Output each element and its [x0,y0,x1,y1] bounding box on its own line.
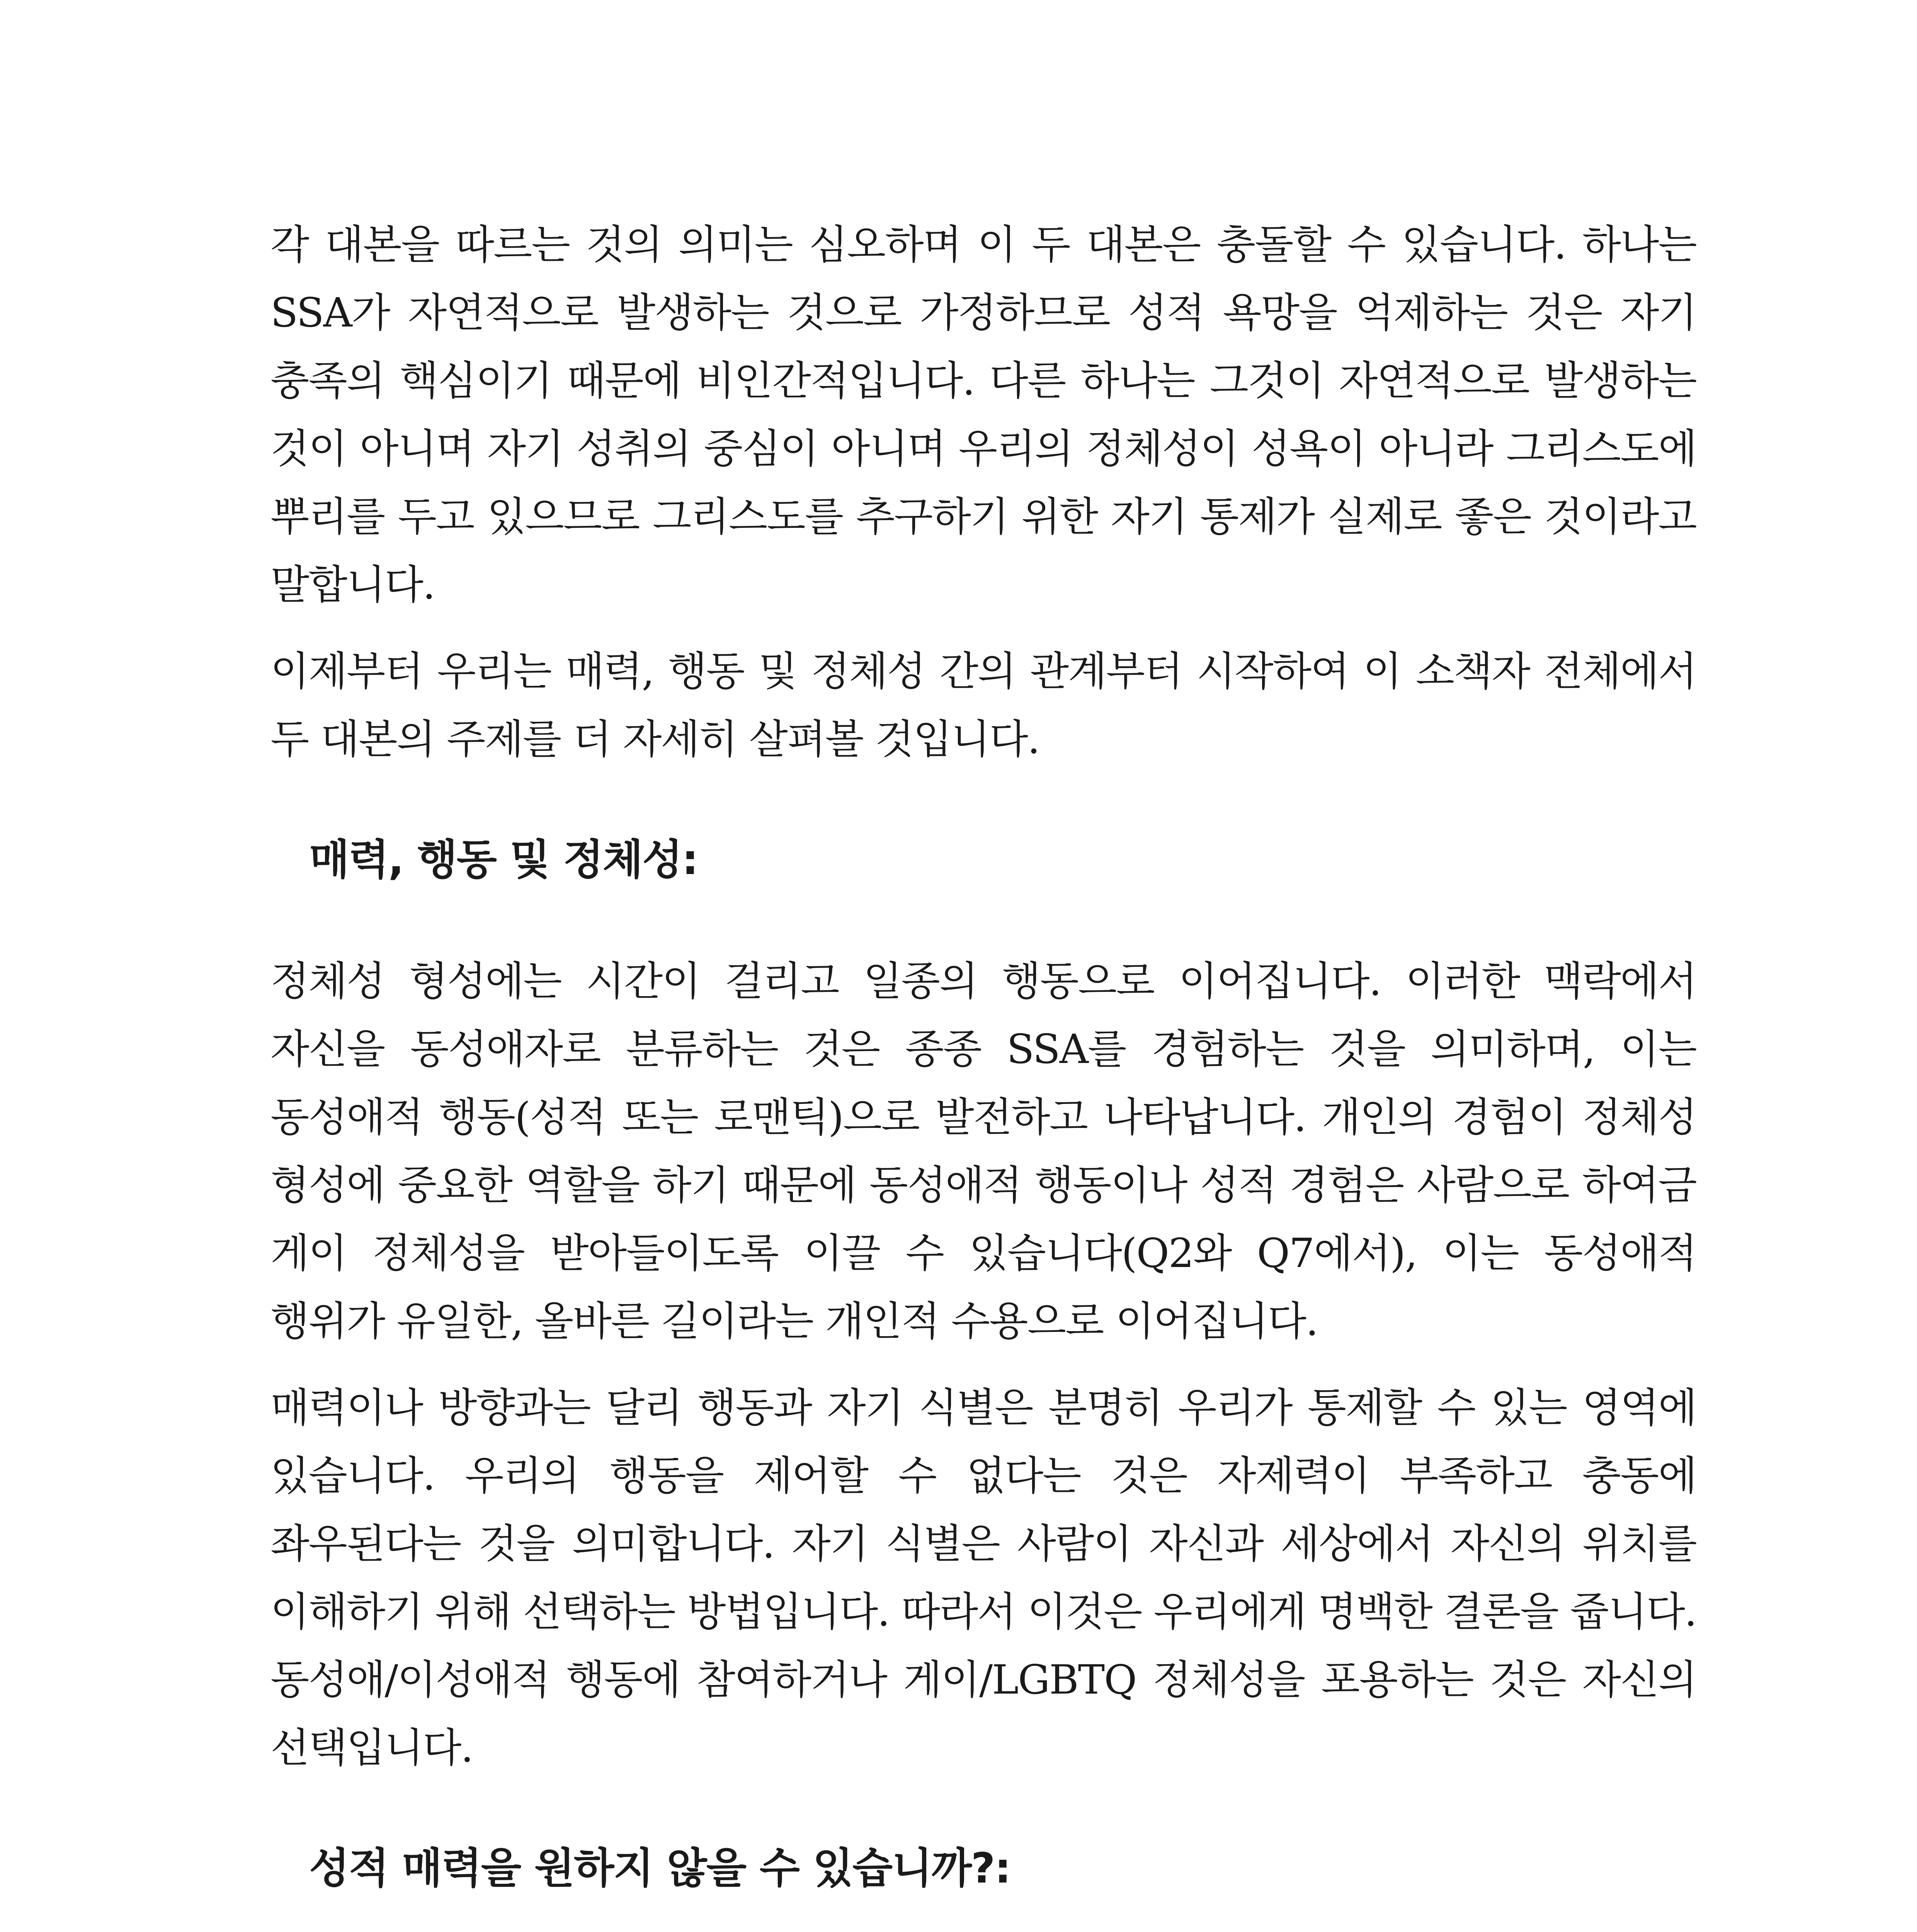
paragraph-booklet-overview: 이제부터 우리는 매력, 행동 및 정체성 간의 관계부터 시작하여 이 소책자 전체에서 두 대본의 주제를 더 자세히 살펴볼 것입니다. [270,648,1696,763]
paragraph-scripts-conflict: 각 대본을 따르는 것의 의미는 심오하며 이 두 대본은 충돌할 수 있습니다. 하나는 SSA가 자연적으로 발생하는 것으로 가정하므로 성적 욕망을 억제하는 것은 자기 충족의 핵심이기 때문에 비인간적입니다. 다른 하나는 그것이 자연적으로 발생하는 것이 아니며 자기 성취의 중심이 아니며 우리의 정체성이 성욕이 아니라 그리스도에 뿌리를 두고 있으므로 그리스도를 추구하기 위한 자기 통제가 실제로 좋은 것이라고 말합니다. [270,221,1696,608]
section-heading-unwanted-attraction: 성적 매력을 원하지 않을 수 있습니까?: [309,1844,1010,1893]
paragraph-behavior-self-identification: 매력이나 방향과는 달리 행동과 자기 식별은 분명히 우리가 통제할 수 있는 영역에 있습니다. 우리의 행동을 제어할 수 없다는 것은 자제력이 부족하고 충동에 좌우된다는 것을 의미합니다. 자기 식별은 사람이 자신과 세상에서 자신의 위치를 이해하기 위해 선택하는 방법입니다. 따라서 이것은 우리에게 명백한 결론을 줍니다. 동성애/이성애적 행동에 참여하거나 게이/LGBTQ 정체성을 포용하는 것은 자신의 선택입니다. [270,1384,1696,1771]
paragraph-identity-formation: 정체성 형성에는 시간이 걸리고 일종의 행동으로 이어집니다. 이러한 맥락에서 자신을 동성애자로 분류하는 것은 종종 SSA를 경험하는 것을 의미하며, 이는 동성애적 행동(성적 또는 로맨틱)으로 발전하고 나타납니다. 개인의 경험이 정체성 형성에 중요한 역할을 하기 때문에 동성애적 행동이나 성적 경험은 사람으로 하여금 게이 정체성을 받아들이도록 이끌 수 있습니다(Q2와 Q7에서), 이는 동성애적 행위가 유일한, 올바른 길이라는 개인적 수용으로 이어집니다. [270,957,1696,1345]
page-body [270,211,1696,1932]
section-heading-attraction-behavior-identity: 매력, 행동 및 정체성: [309,836,698,884]
